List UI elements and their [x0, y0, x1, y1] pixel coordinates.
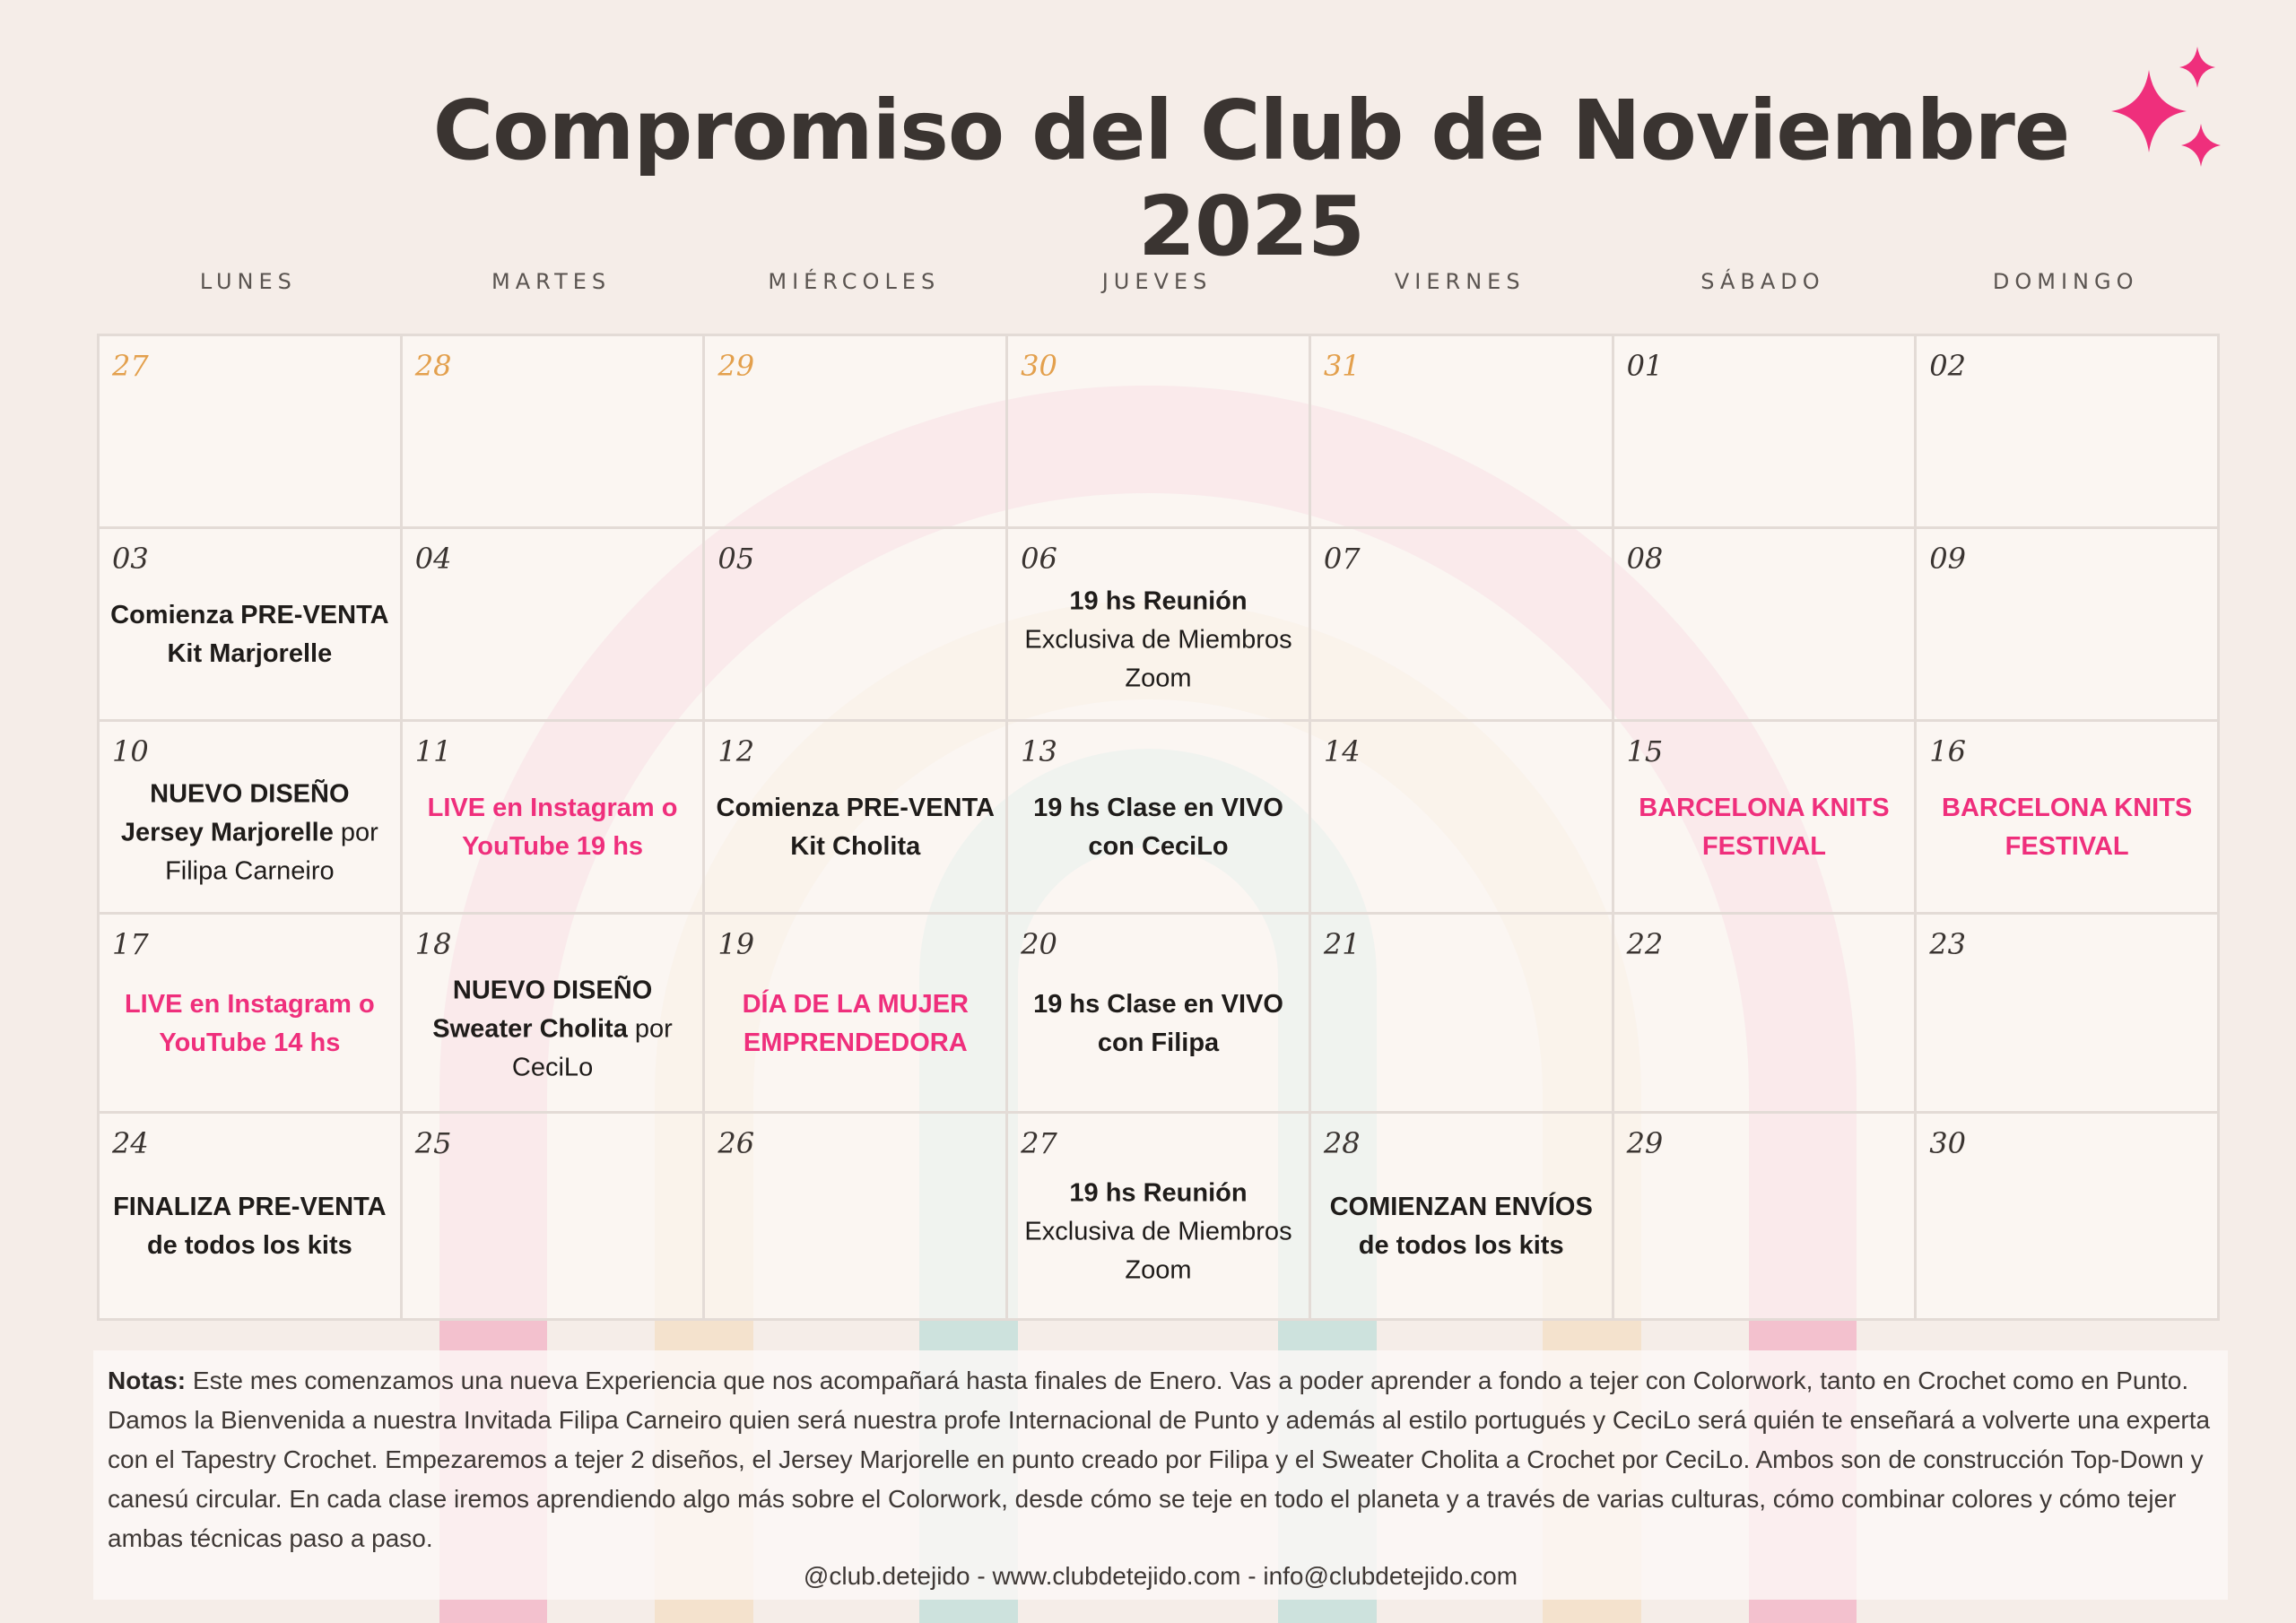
page-title: Compromiso del Club de Noviembre 2025: [432, 82, 2070, 274]
weekday-label: LUNES: [199, 269, 297, 294]
event-title: Comienza PRE-VENTA Kit Cholita: [716, 794, 995, 862]
day-number: 11: [414, 734, 452, 768]
calendar-event: [107, 596, 393, 673]
calendar-event: [107, 985, 393, 1063]
weekday-label: DOMINGO: [1992, 269, 2139, 294]
event-highlight-text: LIVE en Instagram o YouTube 14 hs: [124, 989, 375, 1057]
day-number: 12: [718, 734, 755, 768]
calendar-day-cell: [1614, 722, 1918, 915]
weekday-label: MIÉRCOLES: [768, 269, 941, 294]
calendar-event: [107, 776, 393, 891]
calendar-day-cell: [1008, 915, 1311, 1114]
event-title: COMIENZAN ENVÍOS de todos los kits: [1329, 1193, 1593, 1261]
event-detail: Exclusiva de Miembros Zoom: [1024, 625, 1292, 693]
event-detail: Exclusiva de Miembros Zoom: [1024, 1217, 1292, 1285]
day-number: 17: [112, 927, 149, 961]
day-number: 03: [112, 542, 149, 576]
calendar-day-cell: [705, 915, 1008, 1114]
day-number: 01: [1626, 349, 1664, 383]
event-title: NUEVO DISEÑO Jersey Marjorelle: [120, 779, 350, 847]
event-title: 19 hs Reunión: [1069, 586, 1248, 616]
calendar-day-cell: [403, 336, 706, 529]
calendar-event: [1015, 1175, 1301, 1290]
day-number: 31: [1323, 349, 1361, 383]
day-number: 26: [718, 1126, 755, 1160]
calendar-event: [1015, 985, 1301, 1063]
calendar-day-cell: [705, 529, 1008, 722]
calendar-day-cell: [1311, 529, 1614, 722]
calendar-event: [410, 789, 696, 866]
calendar-day-cell: [100, 529, 403, 722]
weekday-label: VIERNES: [1394, 269, 1526, 294]
calendar-day-cell: [1008, 722, 1311, 915]
calendar-day-cell: [403, 722, 706, 915]
day-number: 30: [1929, 1126, 1966, 1160]
calendar-day-cell: [705, 1114, 1008, 1321]
calendar-event: [1015, 789, 1301, 866]
notes-text: Este mes comenzamos una nueva Experiencia que nos acompañará hasta finales de Enero. Vas a poder aprender a fondo a tejer con Colorwork, tanto en Crochet como en Punto. Damos la Bienvenida a nuestra Invitada Filipa Carneiro quien será nuestra profe Internacional de Punto y además al estilo portugués y CeciLo será quién te enseñará a volverte una experta con el Tapestry Crochet. Empezaremos a tejer 2 diseños, el Jersey Marjorelle en punto creado por Filipa y el Sweater Cholita a Crochet por CeciLo. Ambos son de construcción Top-Down y canesú circular. En cada clase iremos aprendiendo algo más sobre el Colorwork, desde cómo se teje en todo el planeta y a través de varias culturas, cómo combinar colores y cómo tejer ambas técnicas paso a paso.: [108, 1367, 2211, 1552]
calendar-day-cell: [100, 336, 403, 529]
calendar-day-cell: [1917, 722, 2220, 915]
day-number: 15: [1626, 734, 1664, 768]
calendar-event: [1622, 789, 1908, 866]
calendar-day-cell: [1008, 1114, 1311, 1321]
calendar-day-cell: [403, 529, 706, 722]
day-number: 14: [1323, 734, 1361, 768]
notes-label: Notas:: [108, 1367, 187, 1394]
calendar-day-cell: [1311, 915, 1614, 1114]
calendar-day-cell: [1614, 336, 1918, 529]
calendar-event: [1318, 1188, 1605, 1265]
day-number: 09: [1929, 542, 1966, 576]
event-highlight-text: LIVE en Instagram o YouTube 19 hs: [427, 794, 678, 862]
weekday-header: [97, 269, 2217, 305]
event-title: NUEVO DISEÑO Sweater Cholita: [432, 976, 653, 1044]
calendar-day-cell: [1917, 915, 2220, 1114]
event-title: 19 hs Clase en VIVO con Filipa: [1033, 989, 1283, 1057]
day-number: 16: [1929, 734, 1966, 768]
weekday-label: MARTES: [491, 269, 612, 294]
event-detail: por Filipa Carneiro: [165, 818, 378, 886]
day-number: 29: [718, 349, 755, 383]
event-highlight-text: DÍA DE LA MUJER EMPRENDEDORA: [742, 989, 969, 1057]
calendar-event: [712, 789, 998, 866]
weekday-label: JUEVES: [1101, 269, 1213, 294]
day-number: 06: [1021, 542, 1057, 576]
footer-contact: @club.detejido - www.clubdetejido.com - info@clubdetejido.com: [803, 1562, 1518, 1590]
calendar-day-cell: [705, 722, 1008, 915]
day-number: 28: [1323, 1126, 1361, 1160]
event-title: FINALIZA PRE-VENTA de todos los kits: [113, 1193, 387, 1261]
calendar-day-cell: [1917, 336, 2220, 529]
sparkle-icon: [2099, 36, 2233, 197]
weekday-label: SÁBADO: [1700, 269, 1825, 294]
event-highlight-text: BARCELONA KNITS FESTIVAL: [1639, 794, 1890, 862]
calendar-day-cell: [100, 1114, 403, 1321]
calendar-event: [107, 1188, 393, 1265]
day-number: 22: [1626, 927, 1664, 961]
calendar-day-cell: [100, 722, 403, 915]
calendar-event: [1015, 583, 1301, 699]
event-title: 19 hs Clase en VIVO con CeciLo: [1033, 794, 1283, 862]
calendar-day-cell: [100, 915, 403, 1114]
calendar-day-cell: [1614, 915, 1918, 1114]
day-number: 27: [1021, 1126, 1057, 1160]
event-highlight-text: BARCELONA KNITS FESTIVAL: [1942, 794, 2193, 862]
day-number: 02: [1929, 349, 1966, 383]
event-title: Comienza PRE-VENTA Kit Marjorelle: [110, 601, 389, 669]
day-number: 21: [1323, 927, 1361, 961]
calendar-day-cell: [705, 336, 1008, 529]
day-number: 25: [414, 1126, 452, 1160]
notes-panel: [93, 1350, 2228, 1600]
calendar-day-cell: [1614, 1114, 1918, 1321]
calendar-day-cell: [1917, 529, 2220, 722]
calendar-day-cell: [1008, 529, 1311, 722]
calendar-event: [410, 971, 696, 1087]
calendar-event: [1924, 789, 2210, 866]
day-number: 20: [1021, 927, 1057, 961]
calendar-day-cell: [403, 1114, 706, 1321]
day-number: 18: [414, 927, 452, 961]
day-number: 07: [1323, 542, 1361, 576]
calendar-event: [712, 985, 998, 1063]
day-number: 29: [1626, 1126, 1664, 1160]
event-detail: por CeciLo: [511, 1014, 673, 1082]
calendar-day-cell: [1311, 1114, 1614, 1321]
day-number: 08: [1626, 542, 1664, 576]
calendar-day-cell: [1311, 722, 1614, 915]
day-number: 28: [414, 349, 452, 383]
day-number: 10: [112, 734, 149, 768]
day-number: 04: [414, 542, 452, 576]
day-number: 19: [718, 927, 755, 961]
notes-paragraph: [108, 1361, 2213, 1558]
calendar-day-cell: [1008, 336, 1311, 529]
calendar-day-cell: [403, 915, 706, 1114]
calendar-grid: [97, 334, 2220, 1321]
event-title: 19 hs Reunión: [1069, 1178, 1248, 1208]
day-number: 30: [1021, 349, 1057, 383]
calendar-day-cell: [1917, 1114, 2220, 1321]
day-number: 13: [1021, 734, 1057, 768]
day-number: 24: [112, 1126, 149, 1160]
calendar-day-cell: [1614, 529, 1918, 722]
day-number: 27: [112, 349, 149, 383]
day-number: 23: [1929, 927, 1966, 961]
calendar-day-cell: [1311, 336, 1614, 529]
day-number: 05: [718, 542, 755, 576]
